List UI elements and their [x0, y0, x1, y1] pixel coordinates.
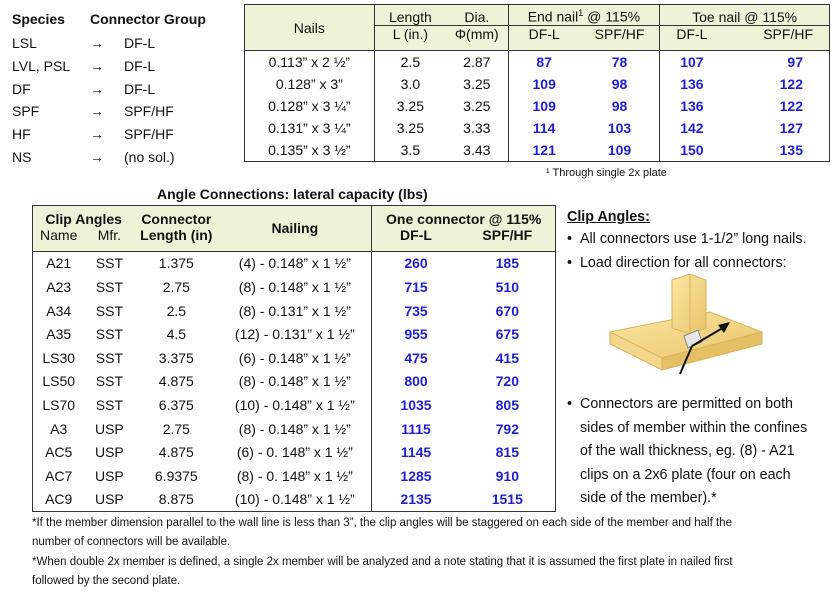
clip-name: LS30 — [33, 346, 85, 370]
angle-row — [33, 440, 556, 464]
clip-dfl-value: 1115 — [401, 420, 431, 437]
clip-dfl-value: 955 — [404, 326, 428, 343]
toe-spf-value: 97 — [724, 51, 830, 74]
end-nail-label: End nail — [527, 9, 579, 25]
angle-row — [33, 346, 556, 370]
clip-mfr: SST — [95, 255, 123, 272]
connector-group: DF-L — [124, 80, 156, 97]
toe-spf-value: 122 — [724, 73, 830, 95]
arrow-icon: → — [90, 149, 104, 165]
clip-dfl-value: 735 — [404, 302, 428, 319]
mfr-header: Mfr. — [84, 227, 134, 251]
toe-dfl-value: 142 — [680, 120, 704, 136]
angle-row — [33, 275, 556, 299]
clip-note-2-text: Load direction for all connectors: — [579, 255, 787, 271]
clip-note-1-text: All connectors use 1-1/2” long nails. — [579, 231, 807, 247]
toe-dfl-value: 107 — [680, 54, 704, 70]
angle-row — [33, 299, 556, 323]
clip-name: LS50 — [33, 370, 85, 394]
end-dfl-value: 109 — [532, 98, 556, 114]
clip-length: 2.75 — [162, 420, 190, 437]
nail-diameter: 3.25 — [446, 95, 508, 117]
clip-length: 3.375 — [158, 349, 194, 366]
bullet-2: • — [567, 255, 573, 271]
nail-diameter: 3.25 — [446, 73, 508, 95]
clip-name: AC5 — [33, 440, 85, 464]
nail-length: 3.25 — [396, 120, 424, 136]
end-dfl-header: DF-L — [528, 26, 560, 42]
clip-note-3 — [567, 393, 807, 511]
clip-length: 1.375 — [158, 255, 194, 272]
nails-footnote: ¹ Through single 2x plate — [546, 167, 667, 179]
nails-row — [245, 95, 830, 117]
clip-spf-value: 910 — [460, 464, 556, 488]
angle-spf-header: SPF/HF — [460, 227, 556, 251]
end-spf-value: 109 — [580, 139, 660, 162]
species-name: HF — [12, 126, 31, 143]
nail-size: 0.135” x 3 ½” — [245, 139, 375, 162]
nails-table — [244, 4, 830, 162]
nail-diameter: 3.43 — [446, 139, 508, 162]
clip-name: A34 — [33, 299, 85, 323]
clip-mfr: SST — [95, 278, 123, 295]
clip-spf-value: 720 — [460, 370, 556, 394]
species-header: Species — [12, 11, 65, 27]
angle-row — [33, 417, 556, 441]
clip-nailing: (10) - 0.148” x 1 ½” — [218, 488, 372, 512]
clip-dfl-value: 475 — [404, 349, 428, 366]
connector-group: SPF/HF — [124, 126, 174, 143]
end-spf-value: 98 — [580, 95, 660, 117]
clip-name: A23 — [33, 275, 85, 299]
dia-header: Dia. — [446, 5, 508, 26]
nail-diameter: 3.33 — [446, 117, 508, 139]
end-dfl-value: 114 — [532, 120, 556, 136]
nail-size: 0.128” x 3 ¼” — [245, 95, 375, 117]
connector-group: SPF/HF — [124, 103, 174, 120]
vertical-member — [672, 274, 706, 334]
clip-note-3-line-3: of the wall thickness, eg. (8) - A21 — [580, 443, 795, 459]
clip-length: 2.75 — [162, 278, 190, 295]
nails-header: Nails — [245, 5, 375, 51]
clip-nailing: (6) - 0. 148” x 1 ½” — [218, 440, 372, 464]
nailing-header: Nailing — [218, 206, 372, 252]
clip-name: LS70 — [33, 393, 85, 417]
arrow-icon: → — [90, 80, 104, 97]
clip-note-3-line-2: sides of member within the confines — [580, 419, 808, 436]
angle-row — [33, 488, 556, 512]
clip-nailing: (8) - 0.148” x 1 ½” — [218, 275, 372, 299]
end-spf-value: 103 — [580, 117, 660, 139]
clip-spf-value: 510 — [460, 275, 556, 299]
clip-length: 2.5 — [166, 302, 187, 319]
nail-length: 3.5 — [374, 139, 446, 162]
clip-length: 6.375 — [158, 396, 194, 413]
footnote-line-2: number of connectors will be available. — [32, 536, 231, 548]
angle-dfl-header: DF-L — [372, 227, 460, 251]
end-spf-value: 98 — [580, 73, 660, 95]
nail-size: 0.131” x 3 ¼” — [245, 117, 375, 139]
clip-spf-value: 670 — [460, 299, 556, 323]
end-dfl-value: 121 — [508, 139, 580, 162]
clip-nailing: (8) - 0.148” x 1 ½” — [218, 370, 372, 394]
nail-diameter: 2.87 — [446, 51, 508, 74]
toe-dfl-value: 136 — [680, 76, 704, 92]
clip-angles-header: Clip Angles — [33, 206, 135, 228]
arrow-icon: → — [90, 35, 104, 51]
clip-mfr: SST — [95, 373, 123, 390]
toe-nail-header: Toe nail @ 115% — [660, 5, 830, 26]
angle-row — [33, 370, 556, 394]
clip-spf-value: 815 — [460, 440, 556, 464]
clip-mfr: USP — [94, 467, 124, 484]
nails-row — [245, 73, 830, 95]
clip-dfl-value: 1285 — [400, 467, 432, 484]
clip-dfl-value: 715 — [404, 278, 428, 295]
clip-dfl-value: 800 — [404, 373, 428, 390]
end-dfl-value: 109 — [532, 76, 556, 92]
clip-name: AC9 — [33, 488, 85, 512]
clip-dfl-value: 260 — [404, 255, 428, 272]
nail-size: 0.128” x 3” — [245, 73, 375, 95]
connector-group: DF-L — [124, 35, 156, 51]
end-dfl-value: 87 — [536, 54, 552, 70]
clip-note-3-line-5: side of the member).* — [580, 490, 717, 506]
clip-dfl-value: 2135 — [372, 488, 460, 512]
clip-note-3-line-4: clips on a 2x6 plate (four on each — [580, 466, 791, 483]
angle-row — [33, 251, 556, 275]
connector-group: (no sol.) — [124, 149, 175, 165]
end-nail-suffix: @ 115% — [583, 9, 641, 25]
species-name: NS — [12, 149, 32, 165]
nails-table-body — [245, 51, 830, 162]
toe-spf-value: 127 — [724, 117, 830, 139]
clip-spf-value: 415 — [460, 346, 556, 370]
clip-name: A21 — [33, 251, 85, 275]
angle-row — [33, 322, 556, 346]
name-header: Name — [33, 227, 85, 251]
nail-size: 0.113” x 2 ½” — [245, 51, 375, 74]
species-name: LSL — [12, 35, 37, 51]
nail-length: 3.0 — [400, 76, 421, 92]
connector-header: Connector — [134, 206, 218, 228]
clip-name: A3 — [33, 417, 85, 441]
angle-table-body — [33, 251, 556, 512]
length-in-header: Length (in) — [134, 227, 218, 251]
end-spf-value: 78 — [580, 51, 660, 74]
species-name: LVL, PSL — [12, 57, 71, 74]
angle-table — [32, 205, 556, 512]
end-nail-sup: 1 — [578, 8, 584, 19]
clip-mfr: SST — [95, 326, 123, 343]
one-connector-header: One connector @ 115% — [372, 206, 556, 228]
clip-mfr: USP — [94, 444, 124, 461]
nail-length: 3.25 — [396, 98, 424, 114]
nails-row — [245, 51, 830, 74]
angle-row — [33, 464, 556, 488]
dia-unit-header: Φ(mm) — [446, 26, 508, 51]
clip-mfr: USP — [94, 420, 124, 437]
species-name: DF — [12, 80, 31, 97]
clip-length: 4.5 — [166, 326, 187, 343]
clip-spf-value: 675 — [460, 322, 556, 346]
length-unit-header: L (in.) — [392, 26, 429, 42]
clip-nailing: (4) - 0.148” x 1 ½” — [218, 251, 372, 275]
arrow-icon: → — [90, 57, 104, 74]
arrow-icon: → — [90, 126, 104, 143]
arrow-icon: → — [90, 103, 104, 120]
angle-table-title: Angle Connections: lateral capacity (lbs) — [157, 186, 428, 202]
toe-spf-value: 135 — [724, 139, 830, 162]
clip-mfr: USP — [84, 488, 134, 512]
toe-spf-value: 122 — [724, 95, 830, 117]
clip-note-1 — [567, 228, 806, 252]
toe-dfl-value: 150 — [660, 139, 724, 162]
clip-length: 4.875 — [158, 444, 194, 461]
footnote-line-4: followed by the second plate. — [32, 575, 181, 587]
clip-nailing: (8) - 0.148” x 1 ½” — [218, 417, 372, 441]
clip-nailing: (8) - 0. 148” x 1 ½” — [218, 464, 372, 488]
nail-length: 2.5 — [400, 54, 421, 70]
footnote-line-1: *If the member dimension parallel to the wall line is less than 3”, the clip angles will be staggered on each side of the member and half the — [32, 517, 732, 529]
nails-row — [245, 139, 830, 162]
clip-nailing: (8) - 0.131” x 1 ½” — [218, 299, 372, 323]
clip-spf-value: 805 — [460, 393, 556, 417]
end-nail-header — [508, 5, 660, 26]
footnote-line-3: *When double 2x member is defined, a single 2x member will be analyzed and a note stating that it is assumed the first plate in nailed first — [32, 556, 733, 568]
clip-name: A35 — [33, 322, 85, 346]
clip-dfl-value: 1035 — [400, 396, 432, 413]
connector-group: DF-L — [124, 57, 156, 74]
length-header: Length — [374, 5, 446, 26]
end-spf-header: SPF/HF — [580, 26, 660, 51]
clip-length: 4.875 — [158, 373, 194, 390]
toe-dfl-value: 136 — [680, 98, 704, 114]
clip-nailing: (6) - 0.148” x 1 ½” — [218, 346, 372, 370]
clip-mfr: SST — [95, 396, 123, 413]
load-direction-illustration — [606, 270, 766, 385]
clip-note-3-line-1: Connectors are permitted on both — [580, 396, 793, 412]
clip-nailing: (10) - 0.148” x 1 ½” — [218, 393, 372, 417]
bullet-3: • — [567, 396, 573, 412]
clip-dfl-value: 1145 — [400, 444, 432, 461]
bullet-1: • — [567, 231, 573, 247]
connector-group-header: Connector Group — [90, 11, 206, 27]
species-name: SPF — [12, 103, 40, 120]
clip-spf-value: 1515 — [460, 488, 556, 512]
toe-spf-header: SPF/HF — [724, 26, 830, 51]
clip-length: 6.9375 — [154, 467, 198, 484]
toe-dfl-header: DF-L — [676, 26, 708, 42]
angle-row — [33, 393, 556, 417]
clip-mfr: SST — [95, 302, 123, 319]
clip-name: AC7 — [33, 464, 85, 488]
clip-notes-title: Clip Angles: — [567, 209, 650, 225]
nails-row — [245, 117, 830, 139]
clip-spf-value: 792 — [460, 417, 556, 441]
clip-mfr: SST — [95, 349, 123, 366]
clip-spf-value: 185 — [460, 251, 556, 275]
clip-nailing: (12) - 0.131” x 1 ½” — [218, 322, 372, 346]
clip-length: 8.875 — [134, 488, 218, 512]
